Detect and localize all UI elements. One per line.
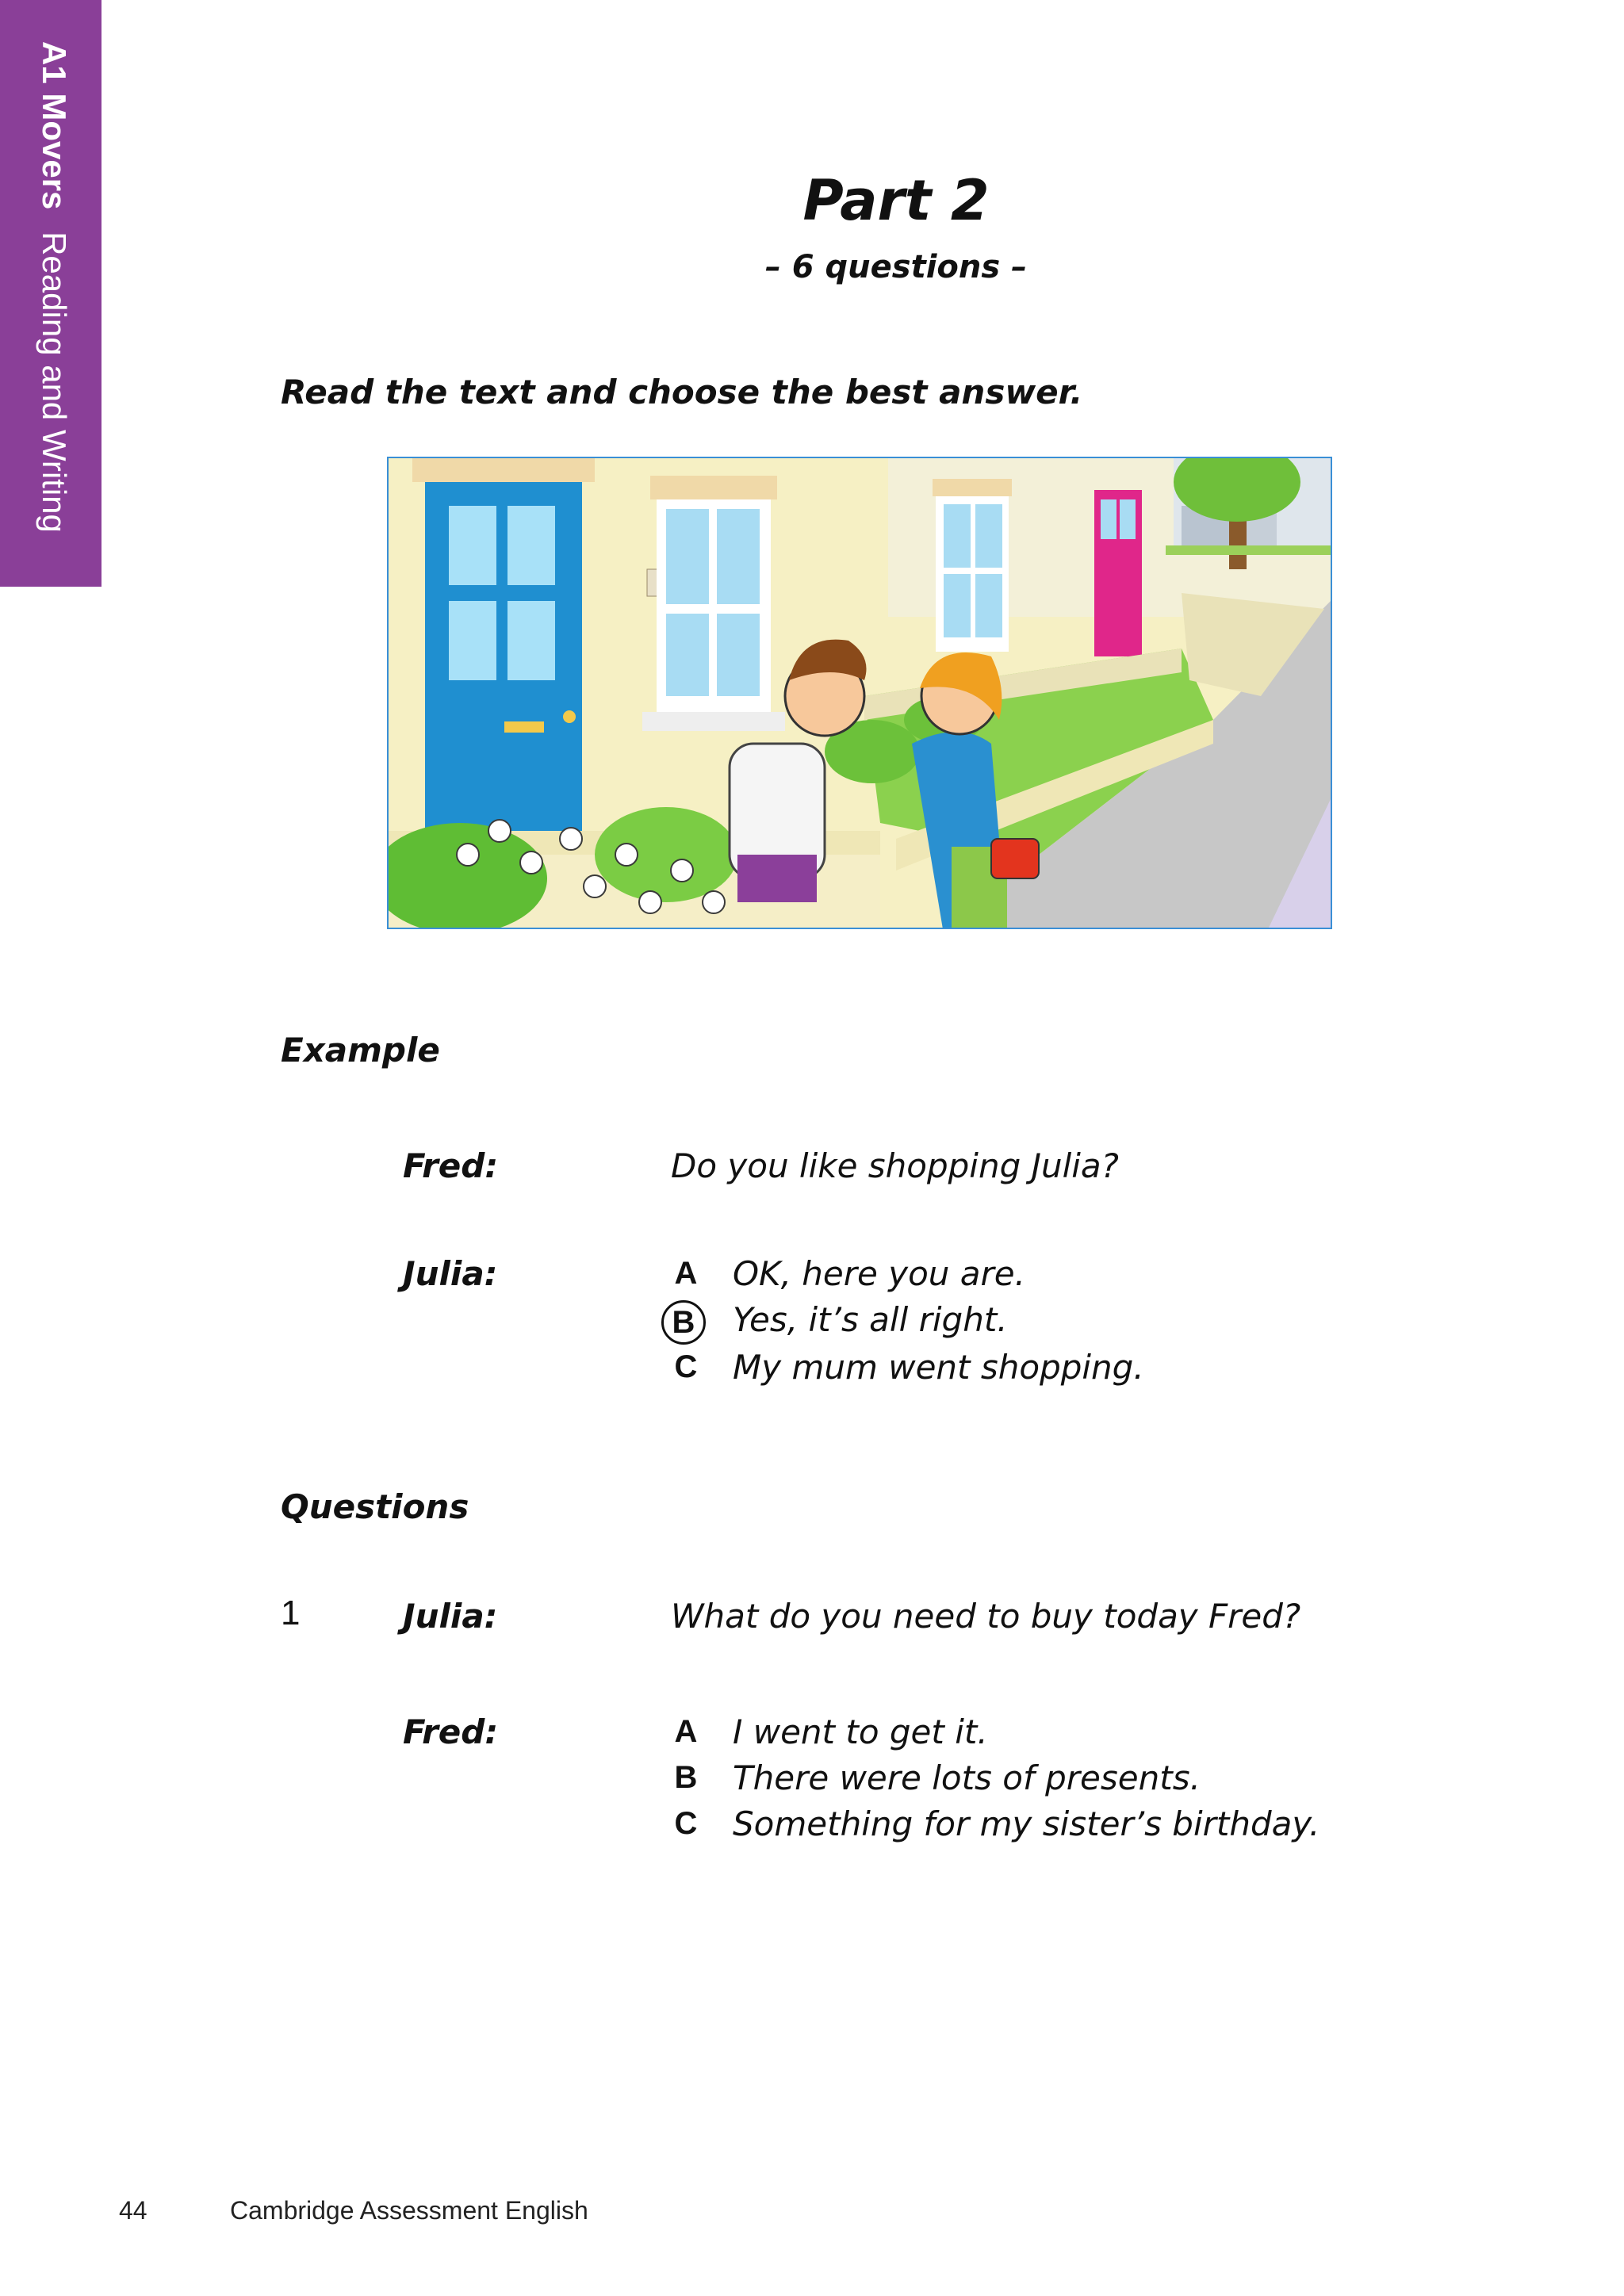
example-option-text-b: Yes, it’s all right. (733, 1300, 1008, 1339)
footer-publisher: Cambridge Assessment English (230, 2196, 588, 2225)
side-tab-level: A1 Movers (36, 41, 73, 210)
question-1-prompt: What do you need to buy today Fred? (671, 1597, 1301, 1636)
question-1-option-text-a: I went to get it. (733, 1712, 988, 1751)
question-1-prompt-speaker: Julia: (403, 1597, 498, 1636)
instruction: Read the text and choose the best answer. (281, 373, 1083, 411)
example-prompt: Do you like shopping Julia? (671, 1146, 1119, 1185)
page-subtitle: – 6 questions – (764, 249, 1028, 285)
page-number: 44 (119, 2196, 147, 2225)
question-1-option-letter-c: C (674, 1806, 698, 1841)
example-answer-speaker: Julia: (403, 1254, 498, 1293)
example-option-text-a: OK, here you are. (733, 1254, 1025, 1293)
example-option-letter-c: C (674, 1349, 698, 1384)
street-scene-illustration (389, 458, 1331, 928)
side-tab-text (35, 41, 73, 533)
question-1-option-letter-b: B (674, 1760, 698, 1795)
question-number: 1 (281, 1594, 301, 1632)
side-tab-paper: Reading and Writing (36, 232, 73, 533)
example-option-letter-b-selected: B (661, 1300, 706, 1345)
example-option-letter-a: A (674, 1256, 698, 1291)
side-tab (0, 0, 102, 587)
question-1-option-text-b: There were lots of presents. (733, 1758, 1201, 1797)
example-option-text-c: My mum went shopping. (733, 1348, 1144, 1387)
illustration (387, 457, 1332, 929)
question-1-option-letter-a: A (674, 1714, 698, 1749)
questions-heading: Questions (281, 1487, 469, 1526)
example-heading: Example (281, 1031, 440, 1070)
question-1-option-text-c: Something for my sister’s birthday. (733, 1804, 1320, 1843)
page-title: Part 2 (802, 168, 990, 233)
example-prompt-speaker: Fred: (403, 1146, 499, 1185)
question-1-answer-speaker: Fred: (403, 1712, 499, 1751)
